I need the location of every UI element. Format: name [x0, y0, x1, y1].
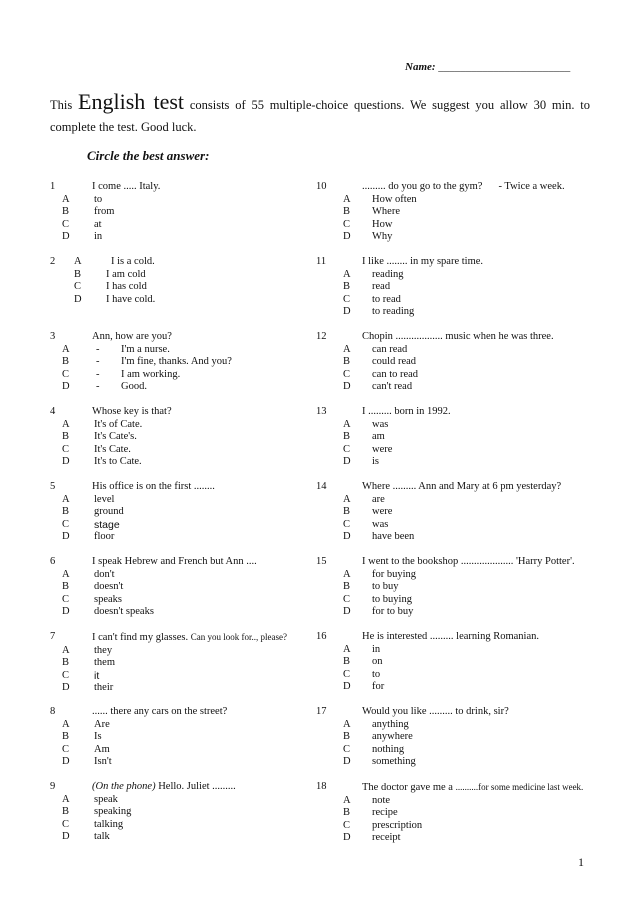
option-text[interactable]: ground — [94, 506, 124, 517]
option-text[interactable]: stage — [94, 518, 120, 531]
option-letter[interactable]: D — [343, 531, 351, 542]
question-number: 4 — [50, 406, 56, 417]
option-text[interactable]: have been — [372, 531, 415, 542]
option-text[interactable]: was — [372, 418, 389, 430]
question-stem: I went to the bookshop .................... 'Harry Potter'. — [362, 556, 575, 567]
option-text[interactable]: I'm fine, thanks. And you? — [121, 356, 232, 367]
option-letter[interactable]: D — [343, 231, 351, 242]
option-text[interactable]: doesn't — [94, 581, 124, 592]
question-stem: Ann, how are you? — [92, 331, 172, 342]
intro-title: English test — [78, 89, 185, 114]
option-text[interactable]: are — [372, 493, 385, 505]
option-letter[interactable]: A — [62, 193, 70, 205]
option-letter[interactable]: D — [62, 682, 70, 693]
question-stem: I can't find my glasses. — [92, 632, 189, 643]
option-text[interactable]: they — [94, 644, 113, 656]
question-18 — [316, 781, 606, 845]
option-text[interactable]: It's Cate. — [94, 443, 131, 455]
question-9 — [50, 781, 310, 844]
option-text[interactable]: on — [372, 656, 383, 667]
question-stem-small: ..........for some medicine last week. — [455, 782, 584, 792]
question-15 — [316, 556, 606, 619]
option-letter[interactable]: A — [62, 793, 70, 805]
option-text[interactable]: Isn't — [94, 756, 112, 767]
question-13 — [316, 406, 606, 469]
option-letter[interactable]: C — [343, 518, 351, 530]
option-text[interactable]: floor — [94, 531, 115, 542]
option-letter[interactable]: D — [62, 756, 70, 767]
question-stem: I like ........ in my spare time. — [362, 256, 484, 267]
option-text[interactable]: receipt — [372, 832, 401, 843]
option-letter[interactable]: A — [343, 493, 351, 505]
option-text[interactable]: to — [94, 193, 103, 205]
option-letter[interactable]: B — [343, 431, 351, 442]
option-text[interactable]: is — [372, 456, 380, 467]
option-letter[interactable]: C — [62, 218, 70, 230]
option-letter[interactable]: D — [62, 831, 70, 842]
instruction: Circle the best answer: — [87, 148, 210, 163]
intro-paragraph — [50, 91, 590, 138]
question-stem-tail: - Twice a week. — [498, 181, 565, 192]
option-text[interactable]: How — [372, 218, 393, 230]
option-text[interactable]: it — [94, 669, 100, 682]
option-letter[interactable]: C — [62, 593, 70, 605]
option-text[interactable]: could read — [372, 356, 417, 367]
question-number: 9 — [50, 781, 56, 792]
question-16 — [316, 631, 606, 694]
option-text[interactable]: read — [372, 281, 391, 292]
option-letter[interactable]: A — [62, 568, 70, 580]
option-text[interactable]: doesn't speaks — [94, 606, 154, 617]
option-letter[interactable]: B — [62, 506, 70, 517]
option-letter[interactable]: A — [343, 568, 351, 580]
option-text[interactable]: prescription — [372, 819, 423, 831]
option-text[interactable]: Why — [372, 231, 393, 242]
option-letter[interactable]: B — [343, 807, 351, 818]
option-text[interactable]: I is a cold. — [111, 256, 155, 267]
option-text[interactable]: speaks — [94, 593, 122, 605]
option-text[interactable]: speaking — [94, 806, 132, 817]
option-letter[interactable]: C — [62, 443, 70, 455]
question-number: 2 — [50, 256, 56, 267]
question-number: 12 — [316, 331, 327, 342]
intro-line-1-rest: consists of 55 multiple-choice questions. We suggest you allow 30 min. to — [189, 98, 590, 112]
option-text[interactable]: don't — [94, 568, 115, 580]
question-stem: ...... there any cars on the street? — [92, 706, 228, 717]
question-stem-small: Can you look for.., please? — [190, 632, 287, 642]
question-1 — [50, 181, 310, 244]
option-text[interactable]: to buy — [372, 581, 399, 592]
option-letter[interactable]: D — [62, 231, 70, 242]
option-text[interactable]: from — [94, 206, 115, 217]
option-letter[interactable]: B — [62, 356, 70, 367]
option-text[interactable]: for to buy — [372, 606, 414, 617]
page-number: 1 — [578, 855, 584, 869]
option-text[interactable]: Good. — [121, 381, 147, 392]
option-letter[interactable]: A — [343, 718, 351, 730]
question-number: 18 — [316, 781, 327, 792]
question-stem: Would you like ......... to drink, sir? — [362, 706, 509, 717]
option-text[interactable]: Where — [372, 206, 400, 217]
option-text[interactable]: can't read — [372, 381, 413, 392]
option-text[interactable]: them — [94, 657, 115, 668]
question-8 — [50, 706, 310, 769]
option-letter[interactable]: A — [74, 256, 82, 267]
option-text[interactable]: How often — [372, 193, 417, 205]
option-letter[interactable]: B — [343, 731, 351, 742]
option-text[interactable]: Am — [94, 743, 110, 755]
option-letter[interactable]: A — [343, 268, 351, 280]
option-letter[interactable]: C — [62, 518, 70, 530]
option-letter[interactable]: B — [343, 356, 351, 367]
option-letter[interactable]: A — [62, 343, 70, 355]
option-letter[interactable]: C — [62, 669, 70, 681]
question-number: 6 — [50, 556, 56, 567]
option-letter[interactable]: B — [343, 281, 351, 292]
question-10 — [316, 181, 606, 244]
option-text[interactable]: I am working. — [121, 368, 181, 380]
question-12 — [316, 331, 606, 394]
option-letter[interactable]: C — [62, 818, 70, 830]
question-stem: I come ..... Italy. — [92, 181, 161, 192]
option-letter[interactable]: A — [62, 644, 70, 656]
question-number: 10 — [316, 181, 327, 192]
option-text[interactable]: for buying — [372, 568, 417, 580]
question-stem: I speak Hebrew and French but Ann .... — [92, 556, 257, 567]
option-letter[interactable]: D — [343, 832, 351, 843]
option-text[interactable]: I'm a nurse. — [121, 343, 170, 355]
option-text[interactable]: in — [372, 643, 381, 655]
question-stem: ......... do you go to the gym? — [362, 181, 483, 192]
option-letter[interactable]: B — [343, 581, 351, 592]
intro-line-2: complete the test. Good luck. — [50, 120, 197, 134]
option-letter[interactable]: A — [343, 643, 351, 655]
option-letter[interactable]: A — [343, 794, 351, 806]
option-letter[interactable]: A — [62, 718, 70, 730]
option-letter[interactable]: C — [62, 368, 70, 380]
question-11 — [316, 256, 606, 319]
option-letter[interactable]: C — [62, 743, 70, 755]
option-letter[interactable]: C — [74, 281, 82, 292]
option-text[interactable]: reading — [372, 268, 404, 280]
option-text[interactable]: I am cold — [106, 268, 146, 280]
option-text[interactable]: It's of Cate. — [94, 418, 143, 430]
option-letter[interactable]: D — [62, 456, 70, 467]
option-text[interactable]: level — [94, 493, 115, 505]
option-text[interactable]: recipe — [372, 807, 398, 818]
option-letter[interactable]: A — [62, 418, 70, 430]
option-letter[interactable]: B — [343, 656, 351, 667]
question-3: 3 Ann, how are you? A - I'm a nurse. B - I'm fine, thanks. And you? C - I am working. D - Good. — [50, 331, 232, 392]
option-text[interactable]: am — [372, 431, 385, 442]
option-letter[interactable]: B — [62, 806, 70, 817]
option-text[interactable]: It's to Cate. — [94, 456, 142, 467]
option-text[interactable]: to reading — [372, 306, 415, 317]
option-text[interactable]: nothing — [372, 743, 405, 755]
option-letter[interactable]: B — [62, 581, 70, 592]
name-line — [405, 61, 570, 73]
option-letter[interactable]: B — [74, 268, 82, 280]
question-stem: He is interested ......... learning Romanian. — [362, 631, 539, 642]
question-stem-italic: (On the phone) — [92, 781, 156, 792]
option-letter[interactable]: D — [74, 293, 82, 305]
option-text[interactable]: can to read — [372, 368, 419, 380]
option-letter[interactable]: D — [343, 606, 351, 617]
option-letter[interactable]: C — [343, 743, 351, 755]
question-number: 16 — [316, 631, 327, 642]
option-letter[interactable]: D — [343, 306, 351, 317]
question-stem: Hello. Juliet ......... — [158, 781, 236, 792]
question-stem: Chopin .................. music when he was three. — [362, 331, 554, 342]
option-letter[interactable]: A — [343, 343, 351, 355]
question-stem: I ......... born in 1992. — [362, 406, 451, 417]
option-letter[interactable]: D — [343, 381, 351, 392]
option-text[interactable]: to buying — [372, 593, 412, 605]
question-number: 15 — [316, 556, 327, 567]
option-letter[interactable]: B — [62, 657, 70, 668]
option-text[interactable]: their — [94, 682, 114, 693]
option-text[interactable]: talking — [94, 818, 124, 830]
question-number: 7 — [50, 631, 56, 642]
option-text[interactable]: anything — [372, 718, 409, 730]
option-letter[interactable]: D — [62, 606, 70, 617]
option-text[interactable]: in — [94, 231, 103, 242]
option-text[interactable]: for — [372, 681, 385, 692]
option-letter[interactable]: C — [343, 668, 351, 680]
option-text[interactable]: speak — [94, 793, 118, 805]
question-17 — [316, 706, 606, 769]
option-text[interactable]: at — [94, 218, 102, 230]
option-letter[interactable]: A — [343, 193, 351, 205]
option-text[interactable]: I has cold — [106, 281, 147, 292]
option-letter[interactable]: D — [62, 381, 70, 392]
option-text[interactable]: Are — [94, 718, 110, 730]
option-text[interactable]: note — [372, 794, 391, 806]
option-letter[interactable]: A — [62, 493, 70, 505]
option-text[interactable]: something — [372, 756, 416, 767]
option-letter[interactable]: B — [62, 731, 70, 742]
question-stem: Whose key is that? — [92, 406, 172, 417]
question-4 — [50, 406, 310, 469]
question-stem: Where ......... Ann and Mary at 6 pm yesterday? — [362, 481, 562, 492]
name-label: Name: — [405, 61, 436, 73]
intro-this: This — [50, 98, 73, 112]
option-letter[interactable]: B — [343, 206, 351, 217]
option-text[interactable]: to read — [372, 293, 401, 305]
option-text[interactable]: It's Cate's. — [94, 431, 137, 442]
option-letter[interactable]: D — [343, 756, 351, 767]
question-number: 3 — [50, 331, 56, 342]
option-letter[interactable]: C — [343, 593, 351, 605]
option-letter[interactable]: D — [343, 456, 351, 467]
option-letter[interactable]: C — [343, 368, 351, 380]
intro-line-1 — [50, 91, 590, 116]
option-letter[interactable]: D — [62, 531, 70, 542]
question-stem: His office is on the first ........ — [92, 481, 215, 492]
option-letter[interactable]: B — [62, 206, 70, 217]
option-text[interactable]: anywhere — [372, 731, 413, 742]
option-text[interactable]: I have cold. — [106, 293, 156, 305]
question-number: 17 — [316, 706, 327, 717]
option-letter[interactable]: A — [343, 418, 351, 430]
option-letter[interactable]: C — [343, 293, 351, 305]
question-number: 1 — [50, 181, 56, 192]
question-7 — [50, 631, 310, 695]
option-letter[interactable]: C — [343, 218, 351, 230]
question-2 — [50, 256, 310, 306]
option-letter[interactable]: D — [343, 681, 351, 692]
name-blank: ________________________ — [438, 61, 571, 73]
question-14 — [316, 481, 606, 544]
option-text[interactable]: to — [372, 668, 381, 680]
option-text[interactable]: was — [372, 518, 389, 530]
option-text[interactable]: were — [372, 506, 393, 517]
option-letter[interactable]: B — [62, 431, 70, 442]
option-text[interactable]: talk — [94, 831, 110, 842]
question-5 — [50, 481, 310, 544]
question-number: 13 — [316, 406, 327, 417]
question-number: 8 — [50, 706, 56, 717]
option-text[interactable]: were — [372, 443, 393, 455]
question-number: 11 — [316, 256, 327, 267]
option-text[interactable]: Is — [94, 731, 102, 742]
question-6 — [50, 556, 310, 619]
option-letter[interactable]: C — [343, 819, 351, 831]
option-text[interactable]: can read — [372, 343, 408, 355]
question-stem: The doctor gave me a — [362, 782, 453, 793]
question-number: 14 — [316, 481, 327, 492]
question-number: 5 — [50, 481, 56, 492]
option-letter[interactable]: C — [343, 443, 351, 455]
option-letter[interactable]: B — [343, 506, 351, 517]
